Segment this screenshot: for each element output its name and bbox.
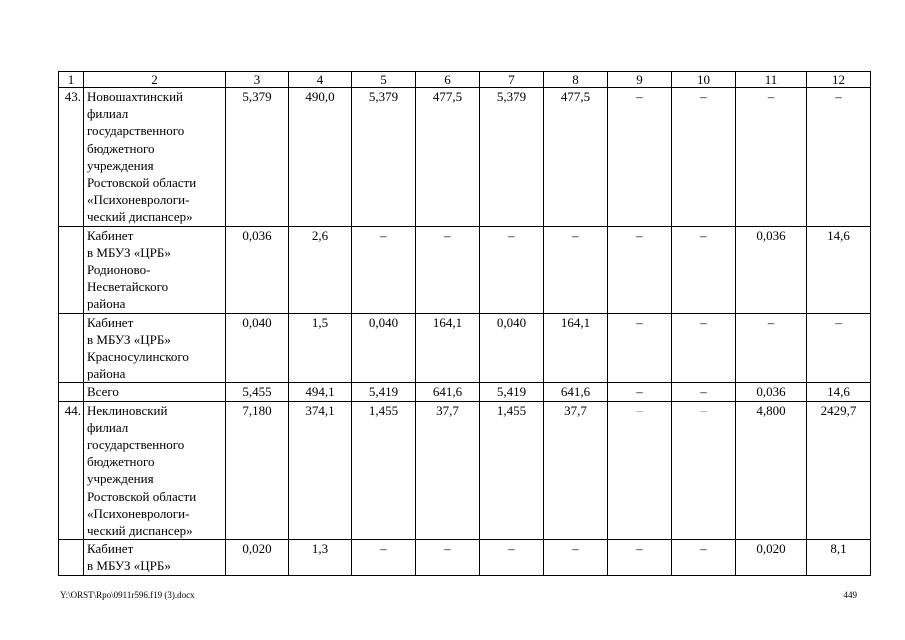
table-row — [59, 383, 871, 401]
name-line: Ростовской области — [87, 175, 197, 191]
value-cell: 2,6 — [289, 226, 352, 313]
value-cell: – — [352, 226, 416, 313]
value-cell: 4,800 — [736, 401, 807, 540]
value-cell: – — [807, 313, 871, 383]
name-line: государственного — [87, 123, 185, 139]
value-cell: 0,036 — [226, 226, 289, 313]
row-number — [59, 313, 84, 383]
row-number — [59, 540, 84, 575]
name-line: в МБУЗ «ЦРБ» — [87, 558, 171, 574]
value-cell: 1,5 — [289, 313, 352, 383]
name-line: Кабинет — [87, 227, 134, 243]
column-header: 10 — [672, 72, 736, 88]
name-line: ческий диспансер» — [87, 209, 193, 225]
value-cell: 7,180 — [226, 401, 289, 540]
name-line: Ростовской области — [87, 488, 197, 504]
name-line: Красносулинского — [87, 349, 189, 365]
name-line: в МБУЗ «ЦРБ» — [87, 331, 171, 347]
institution-name-cell — [84, 401, 226, 540]
column-header: 4 — [289, 72, 352, 88]
value-cell: 641,6 — [544, 383, 608, 401]
institution-name-cell — [84, 383, 226, 401]
value-cell: 0,036 — [736, 226, 807, 313]
name-line: «Психоневрологи- — [87, 505, 190, 521]
value-cell: – — [480, 226, 544, 313]
value-cell: – — [736, 313, 807, 383]
institution-name-cell — [84, 226, 226, 313]
value-cell: – — [608, 401, 672, 540]
value-cell: 641,6 — [416, 383, 480, 401]
row-number: 44. — [59, 401, 84, 540]
value-cell: – — [608, 88, 672, 227]
name-line: Новошахтинский — [87, 89, 183, 104]
value-cell: 1,455 — [352, 401, 416, 540]
data-table — [58, 71, 871, 576]
value-cell: – — [672, 226, 736, 313]
value-cell: 14,6 — [807, 226, 871, 313]
column-header: 7 — [480, 72, 544, 88]
row-number: 43. — [59, 88, 84, 227]
value-cell: 0,040 — [480, 313, 544, 383]
value-cell: 5,379 — [352, 88, 416, 227]
name-line: бюджетного — [87, 454, 155, 470]
value-cell: 5,379 — [480, 88, 544, 227]
name-line: государственного — [87, 437, 185, 453]
table-row — [59, 88, 871, 227]
value-cell: 494,1 — [289, 383, 352, 401]
value-cell: 0,020 — [226, 540, 289, 575]
institution-name-cell — [84, 313, 226, 383]
value-cell: – — [544, 226, 608, 313]
value-cell: – — [608, 540, 672, 575]
header-row — [59, 72, 871, 88]
name-line: Несветайского — [87, 279, 169, 295]
name-line: Всего — [87, 384, 119, 400]
value-cell: 164,1 — [416, 313, 480, 383]
value-cell: 0,040 — [226, 313, 289, 383]
column-header: 6 — [416, 72, 480, 88]
value-cell: 5,419 — [480, 383, 544, 401]
value-cell: 477,5 — [416, 88, 480, 227]
name-line: района — [87, 366, 126, 382]
value-cell: 14,6 — [807, 383, 871, 401]
value-cell: 8,1 — [807, 540, 871, 575]
value-cell: – — [352, 540, 416, 575]
value-cell: – — [672, 383, 736, 401]
value-cell: – — [544, 540, 608, 575]
row-number — [59, 383, 84, 401]
footer-file-path: Y:\ORST\Rpo\0911r596.f19 (3).docx — [60, 590, 195, 600]
value-cell: 164,1 — [544, 313, 608, 383]
name-line: филиал — [87, 106, 129, 122]
value-cell: 37,7 — [416, 401, 480, 540]
row-number — [59, 226, 84, 313]
name-line: ческий диспансер» — [87, 523, 193, 539]
value-cell: 0,020 — [736, 540, 807, 575]
value-cell: – — [608, 383, 672, 401]
column-header: 2 — [84, 72, 226, 88]
name-line: Родионово- — [87, 262, 151, 278]
table-row — [59, 226, 871, 313]
name-line: учреждения — [87, 157, 154, 173]
table-row — [59, 313, 871, 383]
value-cell: 477,5 — [544, 88, 608, 227]
column-header: 5 — [352, 72, 416, 88]
column-header: 9 — [608, 72, 672, 88]
table-row — [59, 401, 871, 540]
institution-name-cell — [84, 540, 226, 575]
value-cell: 1,455 — [480, 401, 544, 540]
value-cell: – — [608, 226, 672, 313]
value-cell: – — [416, 540, 480, 575]
name-line: в МБУЗ «ЦРБ» — [87, 244, 171, 260]
column-header: 1 — [59, 72, 84, 88]
value-cell: 0,040 — [352, 313, 416, 383]
name-line: Кабинет — [87, 541, 134, 557]
name-line: района — [87, 296, 126, 312]
value-cell: 0,036 — [736, 383, 807, 401]
column-header: 3 — [226, 72, 289, 88]
table-row — [59, 540, 871, 575]
value-cell: – — [672, 540, 736, 575]
value-cell: – — [608, 313, 672, 383]
value-cell: – — [672, 88, 736, 227]
value-cell: – — [807, 88, 871, 227]
footer-page-number: 449 — [843, 590, 857, 600]
name-line: филиал — [87, 419, 129, 435]
value-cell: – — [416, 226, 480, 313]
value-cell: – — [672, 401, 736, 540]
name-line: «Психоневрологи- — [87, 192, 190, 208]
column-header: 12 — [807, 72, 871, 88]
value-cell: 2429,7 — [807, 401, 871, 540]
value-cell: 374,1 — [289, 401, 352, 540]
value-cell: 5,379 — [226, 88, 289, 227]
value-cell: 37,7 — [544, 401, 608, 540]
name-line: Неклиновский — [87, 402, 168, 418]
value-cell: – — [736, 88, 807, 227]
name-line: бюджетного — [87, 140, 155, 156]
institution-name-cell — [84, 88, 226, 227]
column-header: 8 — [544, 72, 608, 88]
value-cell: 5,419 — [352, 383, 416, 401]
column-header: 11 — [736, 72, 807, 88]
name-line: Кабинет — [87, 314, 134, 330]
value-cell: 1,3 — [289, 540, 352, 575]
name-line: учреждения — [87, 471, 154, 487]
value-cell: 5,455 — [226, 383, 289, 401]
value-cell: – — [672, 313, 736, 383]
value-cell: – — [480, 540, 544, 575]
value-cell: 490,0 — [289, 88, 352, 227]
